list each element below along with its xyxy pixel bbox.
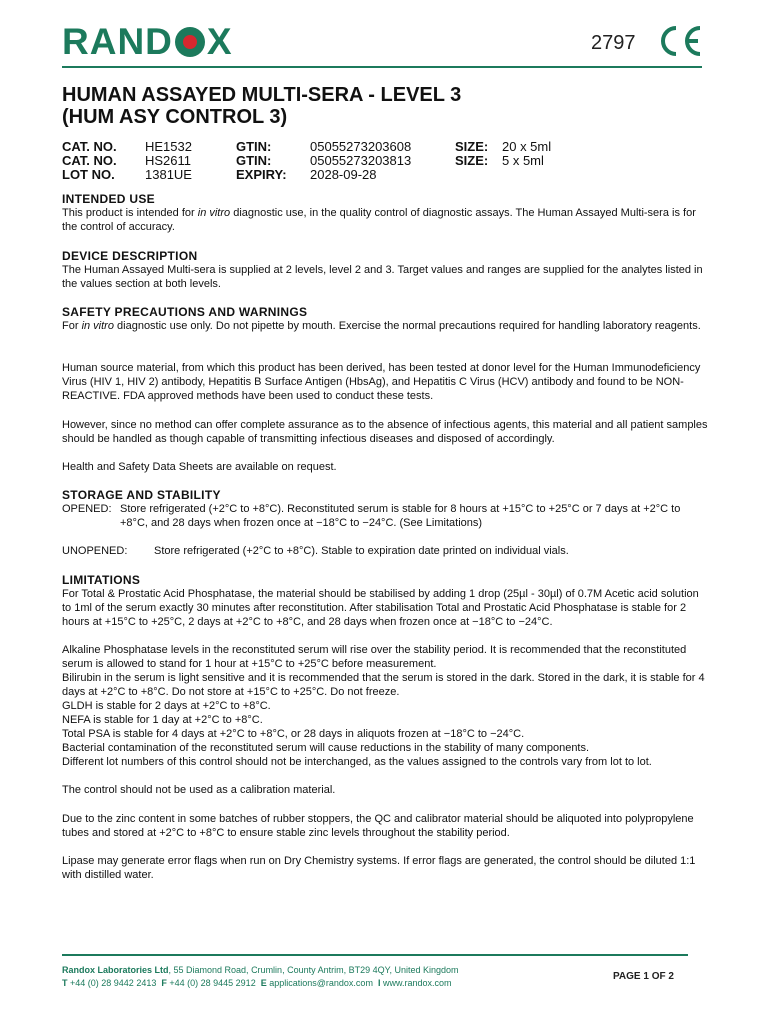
logo-o-mark-icon: [175, 27, 205, 57]
product-title: [62, 84, 461, 128]
safety-text-4: Health and Safety Data Sheets are available on request.: [62, 461, 337, 473]
limitations-text-4: GLDH is stable for 2 days at +2°C to +8°C.: [62, 700, 271, 712]
safety-text-2: Human source material, from which this product has been derived, has been tested at donor level for the Human Immunodeficiency Virus (HIV 1, HIV 2) antibody, Hepatitis B Surface Antigen (HbsAg), and Hepatitis C Virus (HCV) antibody and found to be NON-REACTIVE. FDA approved methods have been used to conduct these tests.: [62, 362, 701, 402]
cat-no-label-2: CAT. NO.: [62, 153, 117, 168]
limitations-text-2: Alkaline Phosphatase levels in the reconstituted serum will rise over the stability period. It is recommended that the reconstituted serum is allowed to stand for 1 hour at +15°C to +25°C before measurement.: [62, 644, 687, 670]
header-divider: [62, 66, 702, 68]
gtin-value-2: 05055273203813: [310, 153, 412, 168]
limitations-text-8: Different lot numbers of this control should not be interchanged, as the values assigned to the controls vary from lot to lot.: [62, 756, 652, 768]
intended-use-text-italic: in vitro: [197, 207, 231, 219]
cat-no-value-2: HS2611: [145, 153, 192, 168]
limitations-text-11: Lipase may generate error flags when run on Dry Chemistry systems. If error flags are generated, the control should be diluted 1:1 with distilled water.: [62, 855, 696, 881]
footer-i-label: I: [377, 978, 381, 988]
intended-use-text-b: diagnostic use, in the quality control of diagnostic assays. The Human Assayed Multi-sera is for the control of accuracy.: [62, 207, 696, 233]
title-line-2: (HUM ASY CONTROL 3): [62, 106, 288, 128]
cat-no-value-1: HE1532: [145, 139, 192, 154]
expiry-label: EXPIRY:: [236, 167, 287, 182]
limitations-heading: LIMITATIONS: [62, 573, 141, 587]
limitations-text-10: Due to the zinc content in some batches of rubber stoppers, the QC and calibrator material should be aliquoted into polypropylene tubes and stored at +2°C to +8°C to ensure stable zinc levels throughout the stability period.: [62, 813, 694, 839]
unopened-label: UNOPENED:: [62, 545, 128, 557]
size-value-1: 20 x 5ml: [502, 139, 552, 154]
opened-text: Store refrigerated (+2°C to +8°C). Reconstituted serum is stable for 8 hours at +15°C to +25°C or 7 days at +2°C to +8°C, and 28 days when frozen once at −18°C to −24°C. (See Limitations): [120, 503, 681, 529]
gtin-value-1: 05055273203608: [310, 139, 412, 154]
size-label-1: SIZE:: [455, 139, 489, 154]
intended-use-heading: INTENDED USE: [62, 192, 155, 206]
safety-heading: SAFETY PRECAUTIONS AND WARNINGS: [62, 305, 308, 319]
opened-label: OPENED:: [62, 503, 112, 515]
safety-text-3: However, since no method can offer complete assurance as to the absence of infectious agents, this material and all patient samples should be handled as though capable of transmitting infectious diseases and disposed of accordingly.: [62, 419, 708, 445]
footer-fax: +44 (0) 28 9445 2912: [169, 978, 256, 988]
gtin-label-2: GTIN:: [236, 153, 272, 168]
footer-t-label: T: [62, 978, 68, 988]
footer-address: [62, 964, 459, 977]
lot-no-value: 1381UE: [145, 167, 192, 182]
limitations-text-1: For Total & Prostatic Acid Phosphatase, the material should be stabilised by adding 1 drop (25µl - 30µl) of 0.7M Acetic acid solution to 1ml of the serum exactly 30 minutes after reconstitution. After stabilisation Total and Prostatic Acid Phosphatase is stable for 2 hours at +15°C to +25°C, 2 days at +2°C to +8°C, and 28 days when frozen once at −18°C to −24°C.: [62, 588, 699, 628]
expiry-value: 2028-09-28: [310, 167, 377, 182]
footer-e-label: E: [260, 978, 267, 988]
limitations-text-9: The control should not be used as a calibration material.: [62, 784, 336, 796]
footer-email-link[interactable]: applications@randox.com: [269, 978, 373, 988]
logo-text-left: RAND: [62, 21, 173, 62]
limitations-text-3: Bilirubin in the serum is light sensitive and it is recommended that the serum is stored in the dark. Stored in the dark, it is stable for 4 days at +2°C to +8°C. Do not store at +15°C to +25°C. Do not freeze.: [62, 672, 705, 698]
intended-use-text: [62, 206, 708, 234]
storage-heading: STORAGE AND STABILITY: [62, 488, 221, 502]
ce-mark-icon: [656, 24, 704, 58]
cat-no-label-1: CAT. NO.: [62, 139, 117, 154]
logo-text-right: X: [206, 21, 233, 62]
limitations-text-7: Bacterial contamination of the reconstituted serum will cause reductions in the stability of many components.: [62, 742, 590, 754]
limitations-text-5: NEFA is stable for 1 day at +2°C to +8°C.: [62, 714, 263, 726]
device-description-heading: DEVICE DESCRIPTION: [62, 249, 198, 263]
footer-company: Randox Laboratories Ltd: [62, 965, 169, 975]
safety-text-1-a: For: [62, 320, 82, 332]
footer-address-text: , 55 Diamond Road, Crumlin, County Antrim, BT29 4QY, United Kingdom: [168, 965, 459, 975]
page-number: PAGE 1 OF 2: [613, 971, 674, 982]
lot-no-label: LOT NO.: [62, 167, 115, 182]
notified-body-number: 2797: [591, 32, 636, 54]
randox-logo: [62, 22, 233, 62]
footer-phone: +44 (0) 28 9442 2413: [70, 978, 157, 988]
unopened-text: Store refrigerated (+2°C to +8°C). Stable to expiration date printed on individual vials.: [154, 545, 569, 557]
footer-contacts: [62, 977, 452, 990]
size-value-2: 5 x 5ml: [502, 153, 544, 168]
limitations-text-6: Total PSA is stable for 4 days at +2°C to +8°C, or 28 days in aliquots frozen at −18°C to −24°C.: [62, 728, 525, 740]
device-description-text: The Human Assayed Multi-sera is supplied at 2 levels, level 2 and 3. Target values and ranges are supplied for the analytes listed in the values section at both levels.: [62, 264, 703, 290]
safety-text-1: [62, 319, 708, 333]
title-line-1: HUMAN ASSAYED MULTI-SERA - LEVEL 3: [62, 84, 462, 106]
gtin-label-1: GTIN:: [236, 139, 272, 154]
size-label-2: SIZE:: [455, 153, 489, 168]
safety-text-1-b: diagnostic use only. Do not pipette by mouth. Exercise the normal precautions required for handling laboratory reagents.: [113, 320, 701, 332]
footer-web-link[interactable]: www.randox.com: [383, 978, 452, 988]
footer-f-label: F: [161, 978, 167, 988]
footer-divider: [62, 954, 688, 956]
intended-use-text-a: This product is intended for: [62, 207, 198, 219]
safety-text-1-italic: in vitro: [81, 320, 114, 332]
